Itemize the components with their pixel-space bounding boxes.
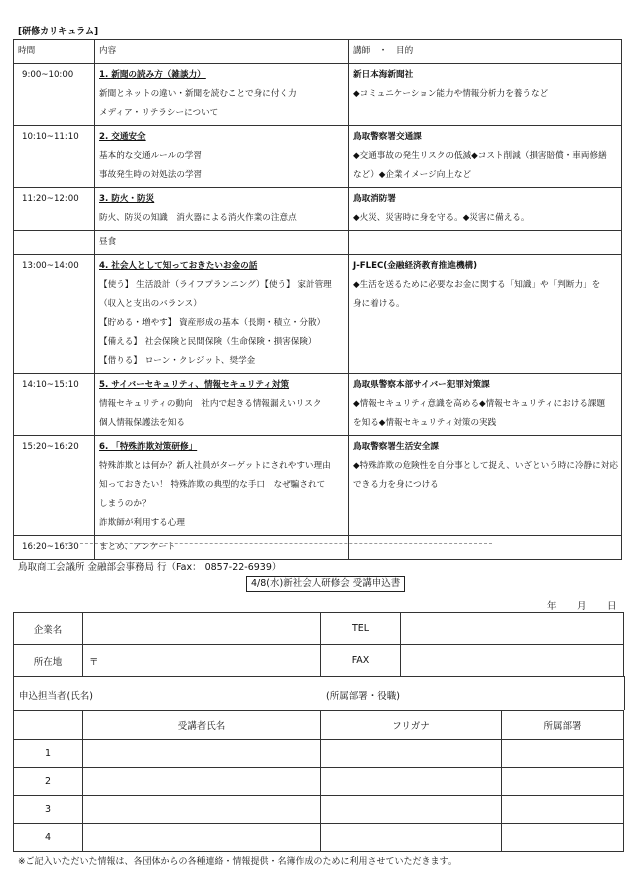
company-label: 企業名 xyxy=(14,613,83,645)
form-title: 4/8(水)新社会人研修会 受講申込書 xyxy=(246,576,405,592)
session-instructor xyxy=(349,436,622,536)
session-time: 16:20~16:30 xyxy=(14,536,95,560)
session-time: 9:00~10:00 xyxy=(14,64,95,126)
session-instructor xyxy=(349,231,622,255)
session-detail: 詐欺師が利用する心理 xyxy=(99,518,185,528)
session-title: 4. 社会人として知っておきたいお金の話 xyxy=(99,261,258,271)
session-content xyxy=(95,188,349,231)
session-detail: 基本的な交通ルールの学習 xyxy=(99,151,202,161)
session-title: 5. サイバーセキュリティ、情報セキュリティ対策 xyxy=(99,380,290,390)
fax-address: 鳥取商工会議所 金融部会事務局 行（Fax： 0857-22-6939） xyxy=(18,562,282,573)
address-field[interactable] xyxy=(83,645,321,677)
attendee-dept-field[interactable] xyxy=(502,768,624,796)
attendee-dept-field[interactable] xyxy=(502,740,624,768)
instructor-name: J-FLEC(金融経済教育推進機構) xyxy=(353,261,478,271)
session-detail: 【貯める・増やす】 資産形成の基本（長期・積立・分散） xyxy=(99,318,326,328)
attendee-table xyxy=(13,710,624,852)
attendee-row xyxy=(14,824,624,852)
session-detail: 事故発生時の対処法の学習 xyxy=(99,170,203,180)
date-day: 日 xyxy=(607,601,617,612)
session-purpose: 身に着ける。 xyxy=(353,299,405,309)
header-content: 内容 xyxy=(95,40,349,64)
session-purpose: ◆火災、災害時に身を守る。◆災害に備える。 xyxy=(353,213,530,223)
section-title: [研修カリキュラム] xyxy=(18,27,99,37)
fax-field[interactable] xyxy=(401,645,624,677)
attendee-furigana-field[interactable] xyxy=(321,796,502,824)
attendee-furigana-field[interactable] xyxy=(321,740,502,768)
applicant-label: 申込担当者(氏名) xyxy=(19,691,93,702)
session-time: 14:10~15:10 xyxy=(14,374,95,436)
session-detail: 【使う】 生活設計（ライフプランニング）【使う】 家計管理 xyxy=(99,280,332,290)
session-detail: 特殊詐欺とは何か？新人社員がターゲットにされやすい理由 xyxy=(99,461,331,471)
attendee-name-field[interactable] xyxy=(83,796,321,824)
session-content xyxy=(95,436,349,536)
session-detail: 防火、防災の知識 消火器による消火作業の注意点 xyxy=(99,213,297,223)
session-content xyxy=(95,64,349,126)
tel-field[interactable] xyxy=(401,613,624,645)
session-detail: メディア・リテラシーについて xyxy=(99,108,219,118)
address-label: 所在地 xyxy=(14,645,83,677)
session-title: 3. 防火・防災 xyxy=(99,194,155,204)
session-purpose: ◆生活を送るために必要なお金に関する「知識」や「判断力」を xyxy=(353,280,601,290)
session-title: 1. 新聞の読み方（雑談力） xyxy=(99,70,206,80)
session-purpose: を知る◆情報セキュリティ対策の実践 xyxy=(353,418,497,428)
instructor-name: 鳥取警察署交通課 xyxy=(353,132,422,142)
postal-mark: 〒 xyxy=(89,656,99,668)
session-detail: 【借りる】 ローン・クレジット、奨学金 xyxy=(99,356,256,366)
session-content xyxy=(95,126,349,188)
curriculum-row xyxy=(14,436,622,536)
curriculum-row xyxy=(14,126,622,188)
attendee-row xyxy=(14,768,624,796)
session-instructor xyxy=(349,255,622,374)
session-title: 2. 交通安全 xyxy=(99,132,146,142)
attendee-name-header: 受講者氏名 xyxy=(83,711,321,740)
instructor-name: 鳥取県警察本部サイバー犯罪対策課 xyxy=(353,380,490,390)
curriculum-row xyxy=(14,188,622,231)
session-detail: 【備える】 社会保険と民間保険（生命保険・損害保険） xyxy=(99,337,317,347)
attendee-no-header xyxy=(14,711,83,740)
session-content xyxy=(95,536,349,560)
session-instructor xyxy=(349,374,622,436)
session-title: 6. 「特殊詐欺対策研修」 xyxy=(99,442,198,452)
session-purpose: できる力を身につける xyxy=(353,480,439,490)
session-content xyxy=(95,255,349,374)
session-instructor xyxy=(349,536,622,560)
attendee-name-field[interactable] xyxy=(83,824,321,852)
session-time: 10:10~11:10 xyxy=(14,126,95,188)
attendee-name-field[interactable] xyxy=(83,740,321,768)
company-form xyxy=(13,612,624,677)
session-title: まとめ、アンケート xyxy=(99,542,176,552)
session-detail: （収入と支出のバランス） xyxy=(99,299,202,309)
instructor-name: 鳥取消防署 xyxy=(353,194,396,204)
session-time xyxy=(14,231,95,255)
attendee-row xyxy=(14,740,624,768)
session-content xyxy=(95,374,349,436)
attendee-number: 2 xyxy=(14,768,83,796)
instructor-name: 新日本海新聞社 xyxy=(353,70,414,80)
session-detail: 個人情報保護法を知る xyxy=(99,418,185,428)
session-purpose: ◆情報セキュリティ意識を高める◆情報セキュリティにおける課題 xyxy=(353,399,606,409)
curriculum-row xyxy=(14,255,622,374)
tel-label: TEL xyxy=(321,613,401,645)
attendee-number: 1 xyxy=(14,740,83,768)
attendee-row xyxy=(14,796,624,824)
date-month: 月 xyxy=(577,601,587,612)
session-purpose: ◆交通事故の発生リスクの低減◆コスト削減（損害賠償・車両修繕 xyxy=(353,151,607,161)
session-time: 15:20~16:20 xyxy=(14,436,95,536)
attendee-furigana-field[interactable] xyxy=(321,824,502,852)
instructor-name: 鳥取警察署生活安全課 xyxy=(353,442,439,452)
session-detail: 知っておきたい！ 特殊詐欺の典型的な手口 なぜ騙されて xyxy=(99,480,326,490)
attendee-furigana-field[interactable] xyxy=(321,768,502,796)
session-time: 11:20~12:00 xyxy=(14,188,95,231)
privacy-note: ※ご記入いただいた情報は、各団体からの各種連絡・情報提供・名簿作成のために利用させていただきます。 xyxy=(18,857,457,867)
session-time: 13:00~14:00 xyxy=(14,255,95,374)
curriculum-row xyxy=(14,64,622,126)
date-year: 年 xyxy=(547,601,557,612)
attendee-dept-field[interactable] xyxy=(502,796,624,824)
curriculum-row xyxy=(14,536,622,560)
curriculum-row xyxy=(14,231,622,255)
cut-line xyxy=(60,543,492,544)
attendee-name-field[interactable] xyxy=(83,768,321,796)
session-content xyxy=(95,231,349,255)
session-instructor xyxy=(349,126,622,188)
session-instructor xyxy=(349,188,622,231)
applicant-row[interactable] xyxy=(13,676,625,710)
attendee-dept-field[interactable] xyxy=(502,824,624,852)
fax-label: FAX xyxy=(321,645,401,677)
header-time: 時間 xyxy=(14,40,95,64)
attendee-header-row xyxy=(14,711,624,740)
attendee-number: 3 xyxy=(14,796,83,824)
attendee-furigana-header: フリガナ xyxy=(321,711,502,740)
session-detail: しまうのか？ xyxy=(99,499,151,509)
dept-position-label: (所属部署・役職) xyxy=(326,691,400,702)
session-instructor xyxy=(349,64,622,126)
session-detail: 情報セキュリティの動向 社内で起きる情報漏えいリスク xyxy=(99,399,322,409)
header-instructor: 講師 ・ 目的 xyxy=(349,40,622,64)
curriculum-header-row xyxy=(14,40,622,64)
session-purpose: など）◆企業イメージ向上など xyxy=(353,170,472,180)
session-purpose: ◆特殊詐欺の危険性を自分事として捉え、いざという時に冷静に対応 xyxy=(353,461,618,471)
company-field[interactable] xyxy=(83,613,321,645)
session-detail: 新聞とネットの違い・新聞を読むことで身に付く力 xyxy=(99,89,297,99)
curriculum-row xyxy=(14,374,622,436)
attendee-dept-header: 所属部署 xyxy=(502,711,624,740)
session-title: 昼食 xyxy=(99,237,117,247)
attendee-number: 4 xyxy=(14,824,83,852)
curriculum-table xyxy=(13,39,622,560)
session-purpose: ◆コミュニケーション能力や情報分析力を養うなど xyxy=(353,89,549,99)
